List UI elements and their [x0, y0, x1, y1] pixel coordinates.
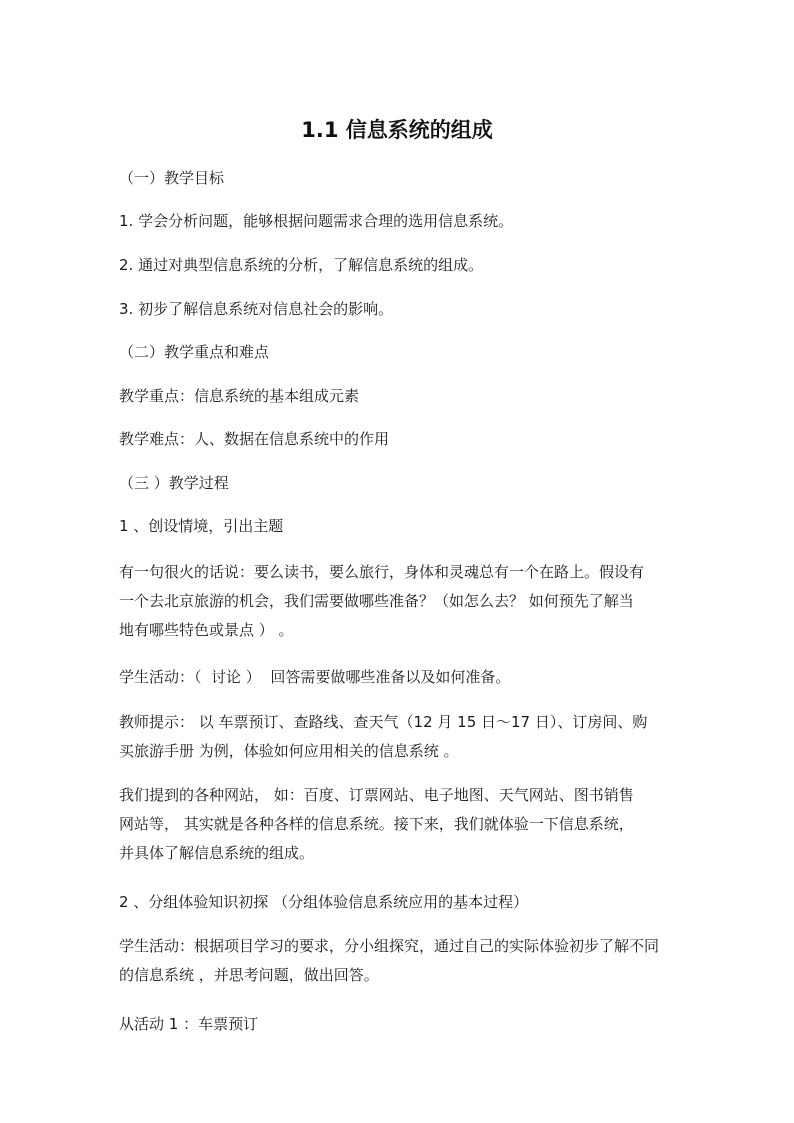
section-heading-key-points: （二）教学重点和难点 — [119, 343, 270, 361]
goal-item-3: 3. 初步了解信息系统对信息社会的影响。 — [119, 300, 394, 318]
document-title: 1.1 信息系统的组成 — [301, 118, 493, 142]
goal-item-1: 1. 学会分析问题，能够根据问题需求合理的选用信息系统。 — [119, 212, 514, 230]
student-activity-1: 学生活动：（ 讨论 ） 回答需要做哪些准备以及如何准备。 — [119, 668, 511, 686]
goal-item-2: 2. 通过对典型信息系统的分析，了解信息系统的组成。 — [119, 256, 484, 274]
student-activity-2-line: 的信息系统 ，并思考问题，做出回答。 — [119, 966, 379, 984]
websites-line: 网站等， 其实就是各种各样的信息系统。接下来，我们就体验一下信息系统， — [119, 815, 634, 833]
intro-paragraph — [119, 558, 679, 645]
teacher-hint-paragraph — [119, 708, 679, 766]
difficulty-text: 教学难点：人、数据在信息系统中的作用 — [119, 430, 390, 448]
section-heading-process: （三 ）教学过程 — [119, 474, 229, 492]
activity-1-heading: 从活动 1 ：车票预订 — [119, 1015, 259, 1033]
intro-line: 有一句很火的话说：要么读书，要么旅行，身体和灵魂总有一个在路上。假设有 — [119, 563, 645, 581]
intro-line: 一个去北京旅游的机会，我们需要做哪些准备？（如怎么去？ 如何预先了解当 — [119, 592, 634, 610]
intro-line: 地有哪些特色或景点 ） 。 — [119, 621, 294, 639]
step-2-heading: 2 、分组体验知识初探 （分组体验信息系统应用的基本过程） — [119, 893, 529, 911]
student-activity-2-paragraph — [119, 932, 679, 990]
websites-line: 我们提到的各种网站， 如：百度、订票网站、电子地图、天气网站、图书销售 — [119, 786, 634, 804]
teacher-hint-line: 教师提示： 以 车票预订、查路线、查天气（12 月 15 日～17 日）、订房间、购 — [119, 713, 648, 731]
teacher-hint-line: 买旅游手册 为例，体验如何应用相关的信息系统 。 — [119, 742, 459, 760]
websites-paragraph — [119, 781, 679, 868]
key-point-text: 教学重点：信息系统的基本组成元素 — [119, 387, 360, 405]
section-heading-goals: （一）教学目标 — [119, 169, 225, 187]
websites-line: 并具体了解信息系统的组成。 — [119, 844, 315, 862]
student-activity-2-line: 学生活动：根据项目学习的要求，分小组探究，通过自己的实际体验初步了解不同 — [119, 937, 660, 955]
step-1-heading: 1 、创设情境，引出主题 — [119, 517, 284, 535]
